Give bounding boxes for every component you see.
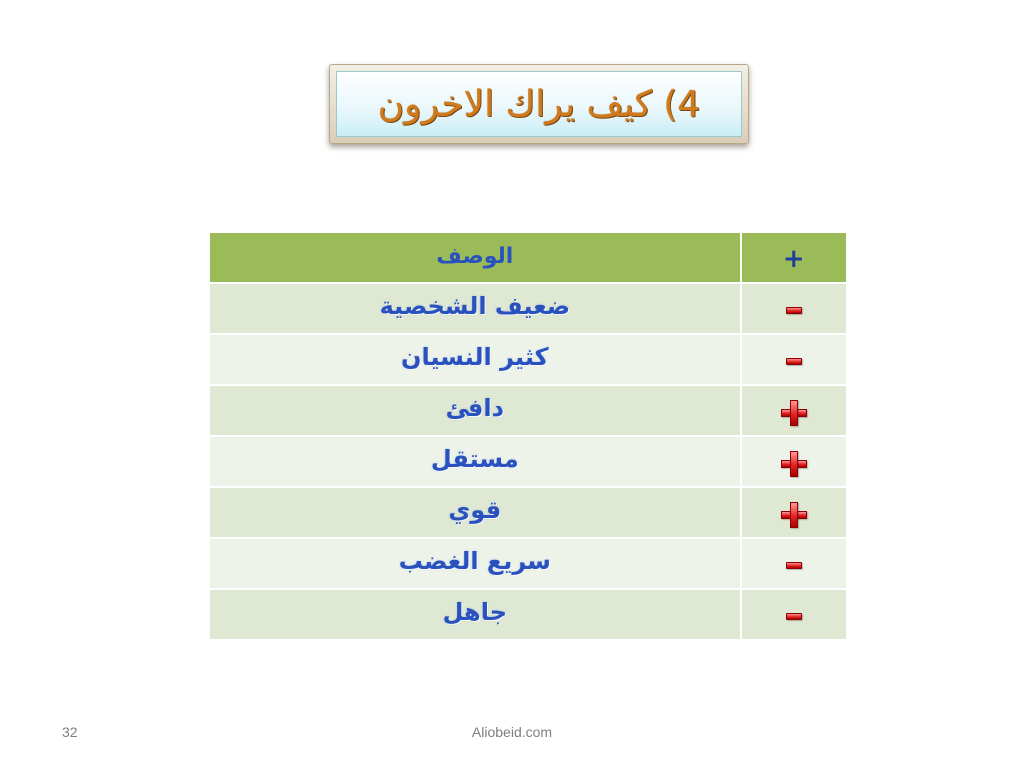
sign-cell [741, 538, 847, 589]
header-cell-sign [741, 232, 847, 283]
sign-cell [741, 589, 847, 640]
minus-sign-icon [786, 358, 802, 365]
table-row [209, 283, 847, 334]
trait-description: دافئ [445, 394, 504, 422]
trait-description: سريع الغضب [398, 547, 551, 575]
sign-cell [741, 283, 847, 334]
sign-cell [741, 436, 847, 487]
plus-sign-icon [781, 502, 807, 528]
description-cell [209, 589, 741, 640]
sign-cell [741, 487, 847, 538]
table-row [209, 538, 847, 589]
header-plus-sign: + [782, 243, 805, 274]
slide-title-box [329, 64, 749, 144]
sign-cell [741, 334, 847, 385]
trait-description: جاهل [442, 598, 507, 626]
slide-title: 4) كيف يراك الاخرون [377, 83, 701, 125]
table-body [209, 283, 847, 640]
trait-description: مستقل [430, 445, 519, 473]
footer-website: Aliobeid.com [471, 724, 553, 740]
plus-sign-icon [781, 451, 807, 477]
header-cell-description [209, 232, 741, 283]
minus-sign-icon [786, 562, 802, 569]
description-cell [209, 385, 741, 436]
table-row [209, 385, 847, 436]
description-cell [209, 334, 741, 385]
slide-title-inner [336, 71, 742, 137]
table-row [209, 436, 847, 487]
description-cell [209, 436, 741, 487]
sign-cell [741, 385, 847, 436]
description-cell [209, 283, 741, 334]
minus-sign-icon [786, 307, 802, 314]
trait-description: ضعيف الشخصية [379, 292, 571, 320]
description-cell [209, 487, 741, 538]
traits-table [208, 231, 848, 641]
description-cell [209, 538, 741, 589]
table-row [209, 589, 847, 640]
page-number: 32 [62, 724, 78, 740]
trait-description: كثير النسيان [401, 343, 549, 371]
table-row [209, 487, 847, 538]
trait-description: قوي [448, 496, 502, 524]
table-header-row [209, 232, 847, 283]
table-row [209, 334, 847, 385]
plus-sign-icon [781, 400, 807, 426]
minus-sign-icon [786, 613, 802, 620]
header-description-label: الوصف [436, 243, 514, 269]
